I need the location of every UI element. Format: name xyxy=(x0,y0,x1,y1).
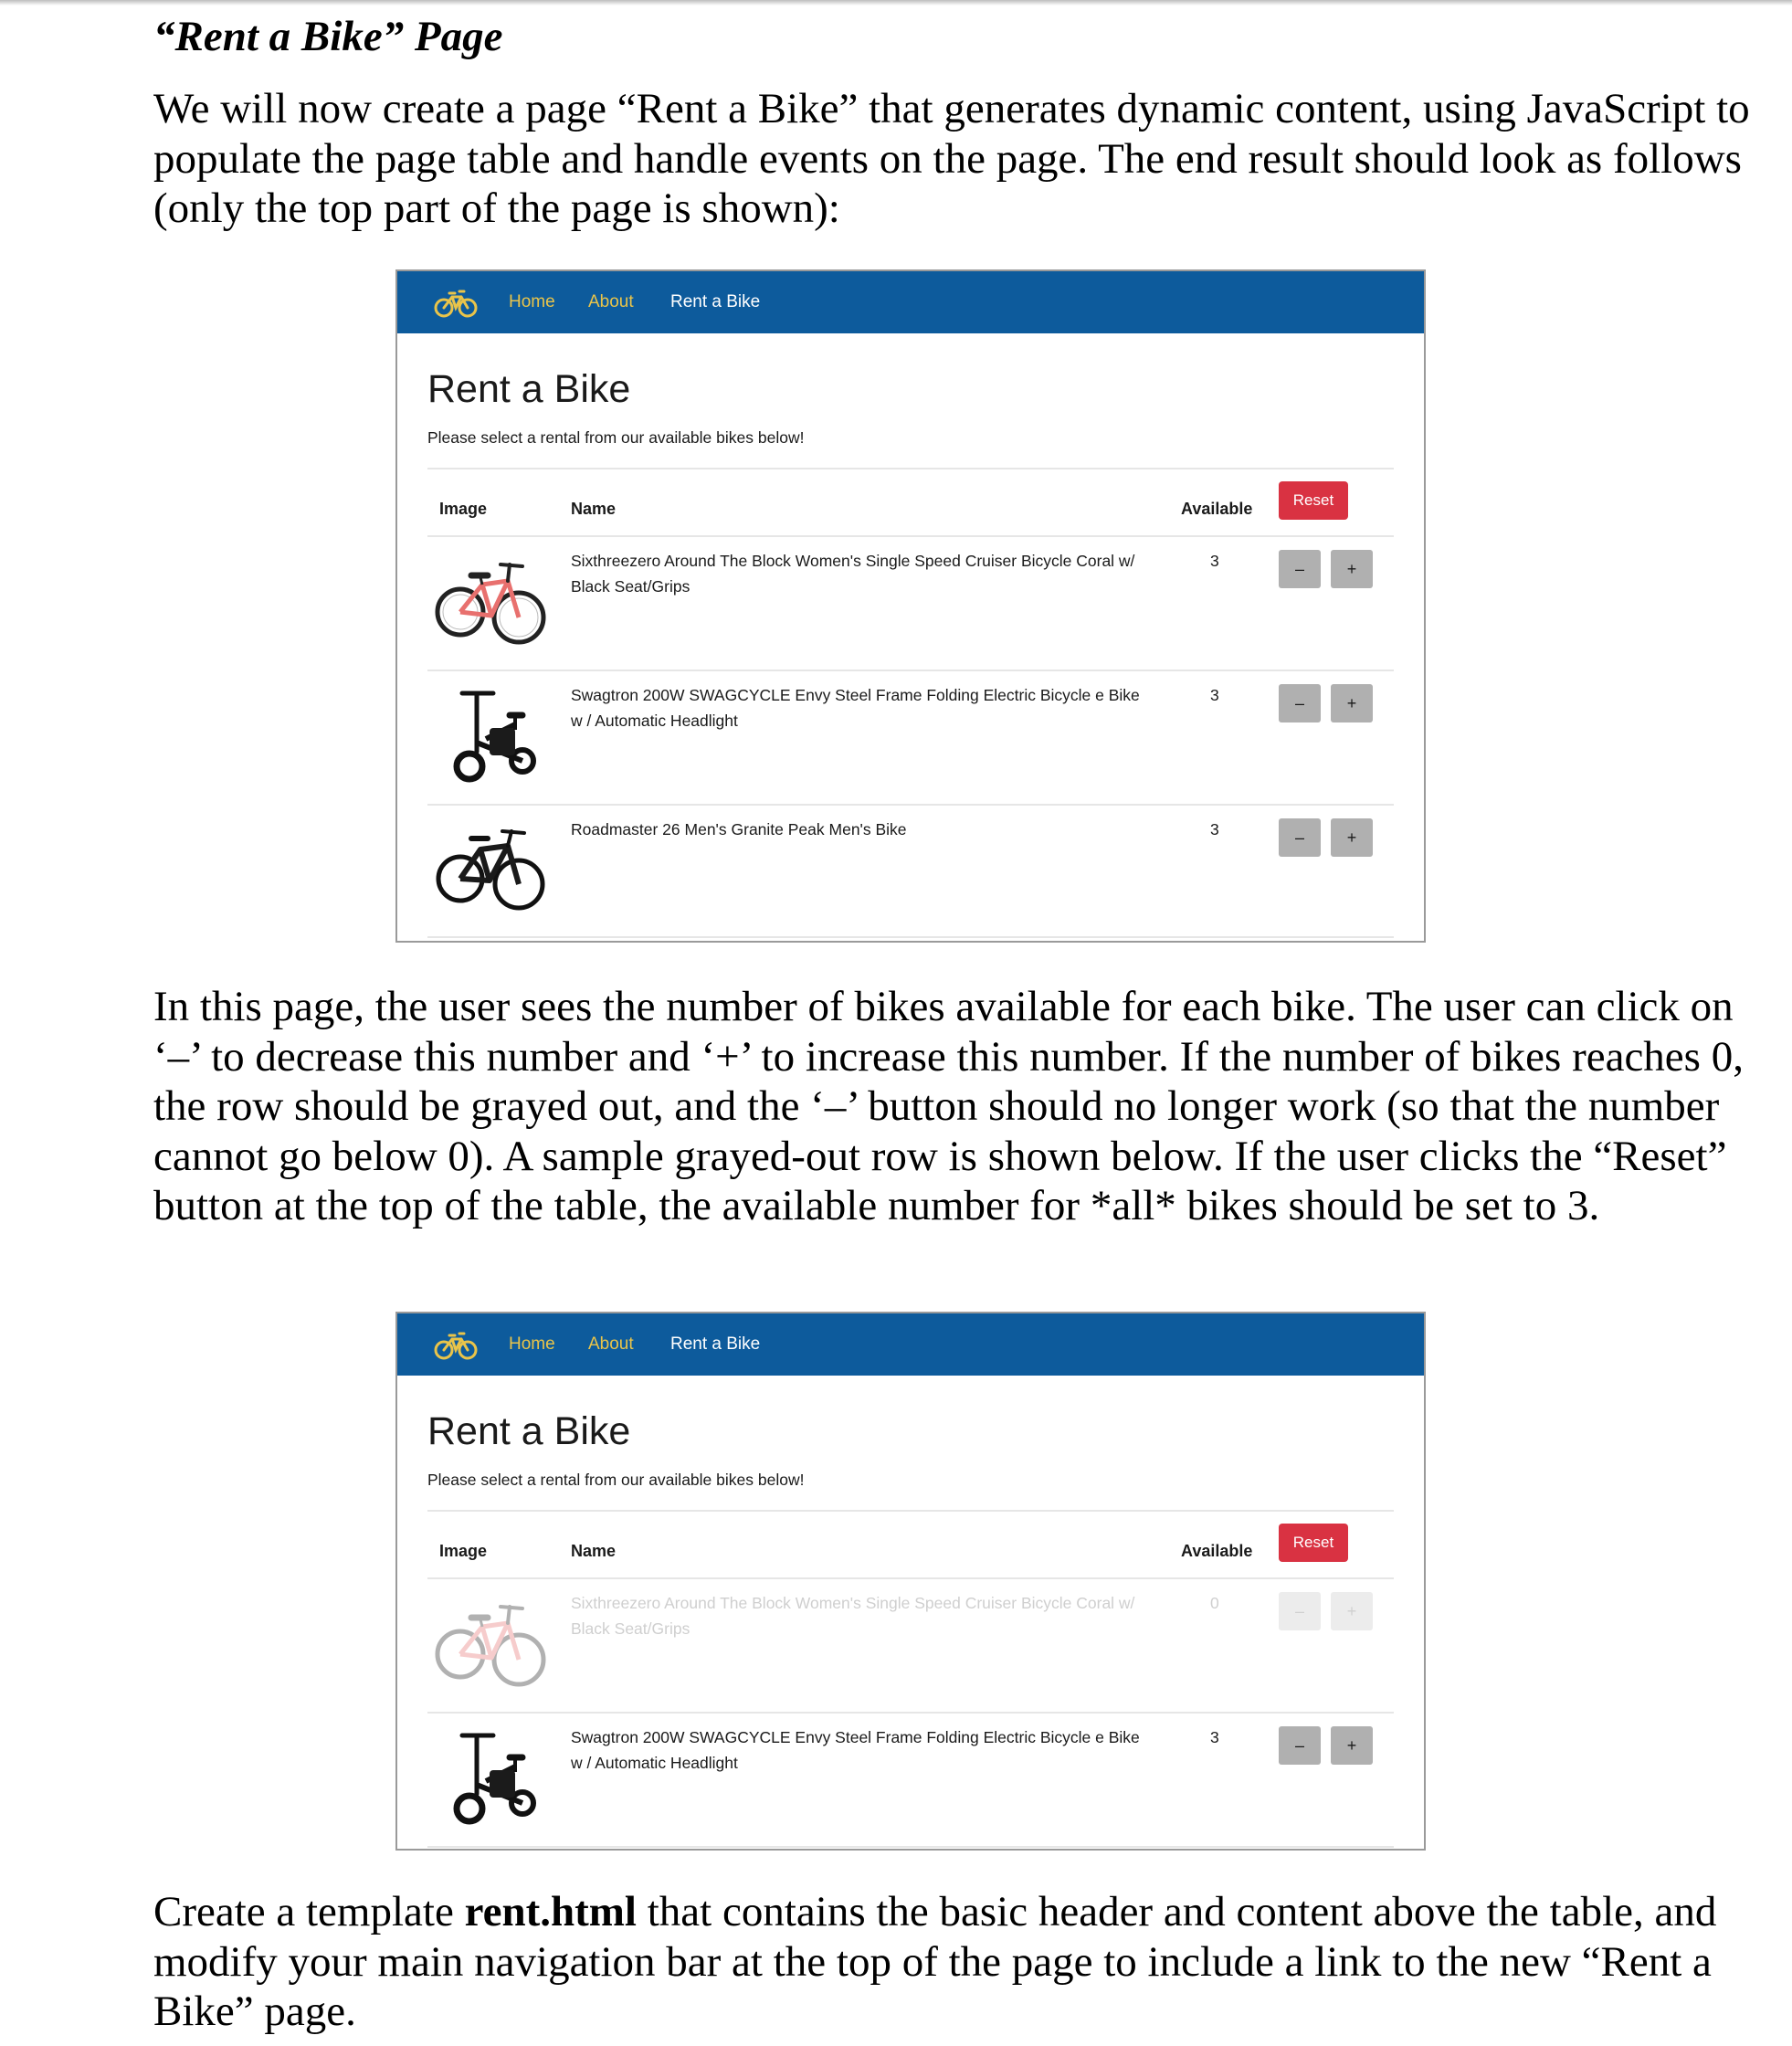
table-row xyxy=(427,671,1394,804)
bike-name: Swagtron 200W SWAGCYCLE Envy Steel Frame Folding Electric Bicycle e Bike w / Automatic Headlight xyxy=(571,686,1140,730)
navbar xyxy=(397,1313,1424,1376)
reset-button[interactable]: Reset xyxy=(1279,1524,1348,1562)
cruiser-bike-image xyxy=(435,1596,546,1693)
column-header-name: Name xyxy=(571,500,617,518)
column-header-available: Available xyxy=(1181,500,1253,518)
nav-about-link[interactable]: About xyxy=(588,292,634,311)
bike-available-count: 3 xyxy=(1210,820,1219,838)
table-row xyxy=(427,806,1394,938)
column-header-image: Image xyxy=(439,500,488,518)
bike-name: Swagtron 200W SWAGCYCLE Envy Steel Frame Folding Electric Bicycle e Bike w / Automatic Headlight xyxy=(571,1728,1140,1772)
bike-name: Sixthreezero Around The Block Women's Single Speed Cruiser Bicycle Coral w/ Black Seat/Grips xyxy=(571,1594,1135,1638)
page-top-edge xyxy=(0,0,1792,5)
bicycle-logo-icon[interactable] xyxy=(434,1328,478,1361)
divider xyxy=(427,468,1394,469)
divider xyxy=(427,1510,1394,1512)
screenshot-rent-page-grayed xyxy=(395,1312,1426,1851)
increase-button[interactable]: + xyxy=(1331,1726,1373,1765)
decrease-button[interactable]: – xyxy=(1279,818,1321,857)
page-title: Rent a Bike xyxy=(427,1409,631,1453)
column-header-image: Image xyxy=(439,1542,488,1560)
nav-rent-link[interactable]: Rent a Bike xyxy=(670,1334,761,1354)
bike-available-count: 3 xyxy=(1210,552,1219,570)
increase-button[interactable]: + xyxy=(1331,1592,1373,1630)
para3-text-after: that contains the basic header and content above the table, and modify your main navigation bar at the top of the page to include a link to the new “Rent a Bike” page. xyxy=(153,1888,1717,2035)
bike-available-count: 0 xyxy=(1210,1594,1219,1612)
bike-available-count: 3 xyxy=(1210,686,1219,704)
nav-home-link[interactable]: Home xyxy=(509,1334,555,1354)
screenshot-rent-page-default xyxy=(395,269,1426,943)
increase-button[interactable]: + xyxy=(1331,818,1373,857)
folding-ebike-image xyxy=(435,1730,546,1827)
decrease-button[interactable]: – xyxy=(1279,1592,1321,1630)
doc-paragraph-behavior: In this page, the user sees the number of bikes available for each bike. The user can click on ‘–’ to decrease this number and ‘+’ to increase this number. If the number of bikes reaches 0, the row should be grayed out, and the ‘–’ button should no longer work (so that the number cannot go below 0). A sample grayed-out row is shown below. If the user clicks the “Reset” button at the top of the table, the available number for *all* bikes should be set to 3. xyxy=(153,983,1744,1229)
decrease-button[interactable]: – xyxy=(1279,684,1321,722)
column-header-name: Name xyxy=(571,1542,617,1560)
column-header-available: Available xyxy=(1181,1542,1253,1560)
decrease-button[interactable]: – xyxy=(1279,1726,1321,1765)
doc-paragraph-intro: We will now create a page “Rent a Bike” that generates dynamic content, using JavaScript to populate the page table and handle events on the page. The end result should look as follows (only the top part of the page is shown): xyxy=(153,85,1750,232)
para3-text-before: Create a template xyxy=(153,1888,465,1935)
reset-button[interactable]: Reset xyxy=(1279,481,1348,520)
bike-available-count: 3 xyxy=(1210,1728,1219,1746)
nav-about-link[interactable]: About xyxy=(588,1334,634,1354)
nav-rent-link[interactable]: Rent a Bike xyxy=(670,292,761,311)
row-divider xyxy=(427,936,1394,938)
table-row xyxy=(427,537,1394,670)
row-divider xyxy=(427,1846,1394,1848)
filename-rent-html: rent.html xyxy=(464,1888,637,1935)
nav-home-link[interactable]: Home xyxy=(509,292,555,311)
page-subtitle: Please select a rental from our available bikes below! xyxy=(427,428,805,447)
doc-heading: “Rent a Bike” Page xyxy=(153,13,503,60)
bicycle-logo-icon[interactable] xyxy=(434,286,478,319)
bike-name: Roadmaster 26 Men's Granite Peak Men's Bike xyxy=(571,820,907,838)
navbar xyxy=(397,271,1424,333)
mountain-bike-image xyxy=(435,822,546,919)
page-title: Rent a Bike xyxy=(427,367,631,411)
doc-paragraph-template xyxy=(153,1887,1761,2037)
page-subtitle: Please select a rental from our available bikes below! xyxy=(427,1471,805,1489)
table-row-grayed xyxy=(427,1579,1394,1712)
bike-name: Sixthreezero Around The Block Women's Single Speed Cruiser Bicycle Coral w/ Black Seat/Grips xyxy=(571,552,1135,596)
increase-button[interactable]: + xyxy=(1331,684,1373,722)
cruiser-bike-image xyxy=(435,554,546,650)
table-row xyxy=(427,1714,1394,1846)
increase-button[interactable]: + xyxy=(1331,550,1373,588)
decrease-button[interactable]: – xyxy=(1279,550,1321,588)
folding-ebike-image xyxy=(435,688,546,785)
